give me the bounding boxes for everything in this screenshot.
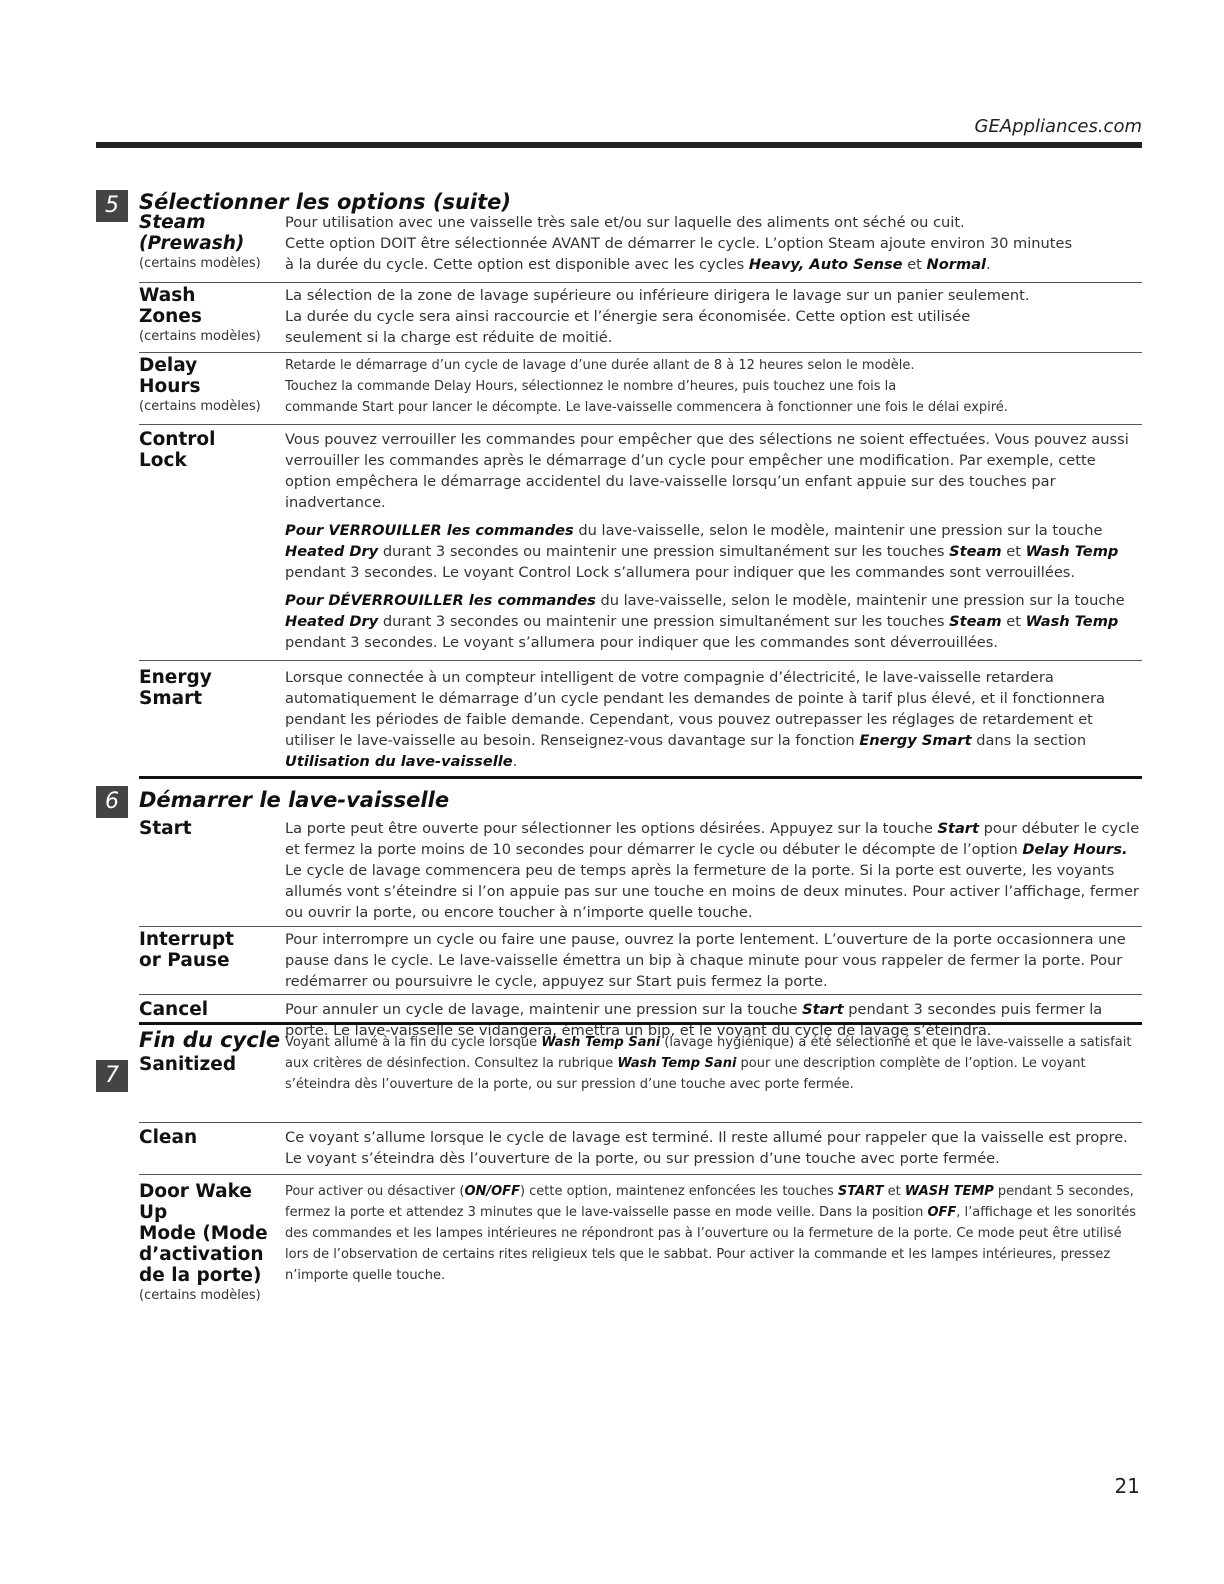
option-interrupt — [139, 926, 1142, 990]
section-title: Fin du cycle — [139, 1028, 281, 1052]
site-url: GEAppliances.com — [974, 116, 1142, 137]
option-label: Cancel — [139, 999, 209, 1020]
option-description: Pour interrompre un cycle ou faire une pause, ouvrez la porte lentement. L’ouverture de la porte occasionnera une pause dans le cycle. Le lave-vaisselle émettra un bip à chaque minute pour vous rappeler de fermer la porte. Pour redémarrer ou poursuivre le cycle, appuyez sur Start puis fermez la porte. — [285, 931, 1126, 990]
option-description: Ce voyant s’allume lorsque le cycle de lavage est terminé. Il reste allumé pour rappeler que la vaisselle est propre. Le voyant s’éteindra dès l’ouverture de la porte, ou sur pression d’une touche avec porte fermée. — [285, 1129, 1128, 1167]
option-description: La sélection de la zone de lavage supérieure ou inférieure dirigera le lavage sur un panier seulement. La durée du cycle sera ainsi raccourcie et l’énergie sera économisée. Cette option est utilisée seulement si la charge est réduite de moitié. — [285, 287, 1030, 346]
option-label: Interrupt or Pause — [139, 929, 234, 971]
option-label: Wash Zones (certains modèles) — [139, 285, 279, 346]
option-description: Pour utilisation avec une vaisselle très sale et/ou sur laquelle des aliments ont séché ou cuit. Cette option DOIT être sélectionnée AVANT de démarrer le cycle. L’option Steam ajoute environ 30 minutes à la durée du cycle. Cette option est disponible avec les cycles Heavy, Auto Sense et Normal. — [285, 214, 1073, 273]
header-rule — [96, 142, 1142, 148]
page-number: 21 — [1114, 1474, 1140, 1498]
option-label: Start — [139, 818, 192, 839]
option-clean — [139, 1122, 1142, 1167]
option-delay-hours — [139, 352, 1142, 415]
option-label: Clean — [139, 1127, 198, 1148]
section-number-badge: 5 — [96, 190, 128, 222]
option-control-lock — [139, 424, 1142, 651]
option-wash-zones — [139, 282, 1142, 346]
option-label: Door Wake Up Mode (Mode d’activation de la porte) (certains modèles) — [139, 1181, 279, 1305]
section-rule — [139, 776, 1142, 779]
option-description: Pour activer ou désactiver (ON/OFF) cette option, maintenez enfoncées les touches START et WASH TEMP pendant 5 secondes, fermez la porte et attendez 3 minutes que le lave-vaisselle passe en mode veille. Dans la position OFF, l’affichage et les sonorités des commandes et les lampes intérieures ne répondront pas à l’ouverture ou la fermeture de la porte. Ce mode peut être utilisé lors de l’observation de certains rites religieux tels que le sabbat. Pour activer la commande et les lampes intérieures, pressez n’importe quelle touche. — [285, 1184, 1137, 1283]
option-description: Retarde le démarrage d’un cycle de lavage d’une durée allant de 8 à 12 heures selon le modèle. Touchez la commande Delay Hours, sélectionnez le nombre d’heures, puis touchez une fois la commande Start pour lancer le décompte. Le lave-vaisselle commencera à fonctionner une fois le délai expiré. — [285, 358, 1008, 415]
option-door-wake-up — [139, 1174, 1142, 1303]
model-note: (certains modèles) — [139, 399, 261, 414]
option-label: Delay Hours (certains modèles) — [139, 355, 279, 416]
option-description: Vous pouvez verrouiller les commandes pour empêcher que des sélections ne soient effectuées. Vous pouvez aussi verrouiller les commandes après le démarrage d’un cycle pour empêcher une modification. Par exemple, cette option empêchera le démarrage accidentel du lave-vaisselle lorsqu’un enfant appuie sur des touches par inadvertance. Pour VERROUILLER les commandes du lave-vaisselle, selon le modèle, maintenir une pression sur la touche Heated Dry durant 3 secondes ou maintenir une pression simultanément sur les touches Steam et Wash Temp pendant 3 secondes. Le voyant Control Lock s’allumera pour indiquer que les commandes sont verrouillées. Pour DÉVERROUILLER les commandes du lave-vaisselle, selon le modèle, maintenir une pression sur la touche Heated Dry durant 3 secondes ou maintenir une pression simultanément sur les touches Steam et Wash Temp pendant 3 secondes. Le voyant s’allumera pour indiquer que les commandes sont déverrouillées. — [285, 431, 1129, 651]
option-label: Energy Smart — [139, 667, 212, 709]
section-number-badge: 6 — [96, 786, 128, 818]
option-label: Control Lock — [139, 429, 216, 471]
option-energy-smart — [139, 660, 1142, 770]
option-description: Lorsque connectée à un compteur intelligent de votre compagnie d’électricité, le lave-vaisselle retardera automatiquement le démarrage d’un cycle pendant les demandes de pointe à tarif plus élevé, et il fonctionnera pendant les périodes de faible demande. Cependant, vous pouvez outrepasser les réglages de retardement et utiliser le lave-vaisselle au besoin. Renseignez-vous davantage sur la fonction Energy Smart dans la section Utilisation du lave-vaisselle. — [285, 669, 1105, 770]
section-title: Démarrer le lave-vaisselle — [139, 788, 450, 812]
section-title: Sélectionner les options (suite) — [139, 190, 511, 214]
option-label: Sanitized — [139, 1054, 237, 1075]
section-rule — [139, 1022, 1142, 1025]
option-label: Steam (Prewash) (certains modèles) — [139, 212, 279, 273]
option-cancel — [139, 994, 1142, 1039]
option-description: La porte peut être ouverte pour sélectionner les options désirées. Appuyez sur la touche Start pour débuter le cycle et fermez la porte moins de 10 secondes pour démarrer le cycle ou débuter le décompte de l’option Delay Hours. Le cycle de lavage commencera peu de temps après la fermeture de la porte. Si la porte est ouverte, les voyants allumés vont s’éteindre si l’on appuie pas sur une touche en moins de deux minutes. Pour activer l’affichage, fermer ou ouvrir la porte, ou encore toucher à n’importe quelle touche. — [285, 820, 1140, 921]
model-note: (certains modèles) — [139, 329, 261, 344]
section-number-badge: 7 — [96, 1060, 128, 1092]
option-description: Voyant allumé à la fin du cycle lorsque Wash Temp Sani (lavage hygiénique) a été sélectionné et que le lave-vaisselle a satisfait aux critères de désinfection. Consultez la rubrique Wash Temp Sani pour une description complète de l’option. Le voyant s’éteindra dès l’ouverture de la porte, ou sur pression d’une touche avec porte fermée. — [285, 1035, 1132, 1092]
option-description: Pour annuler un cycle de lavage, maintenir une pression sur la touche Start pendant 3 secondes puis fermer la porte. Le lave-vaisselle se vidangera, émettra un bip, et le voyant du cycle de lavage s’éteindra. — [285, 1001, 1103, 1039]
model-note: (certains modèles) — [139, 256, 261, 271]
model-note: (certains modèles) — [139, 1288, 261, 1303]
